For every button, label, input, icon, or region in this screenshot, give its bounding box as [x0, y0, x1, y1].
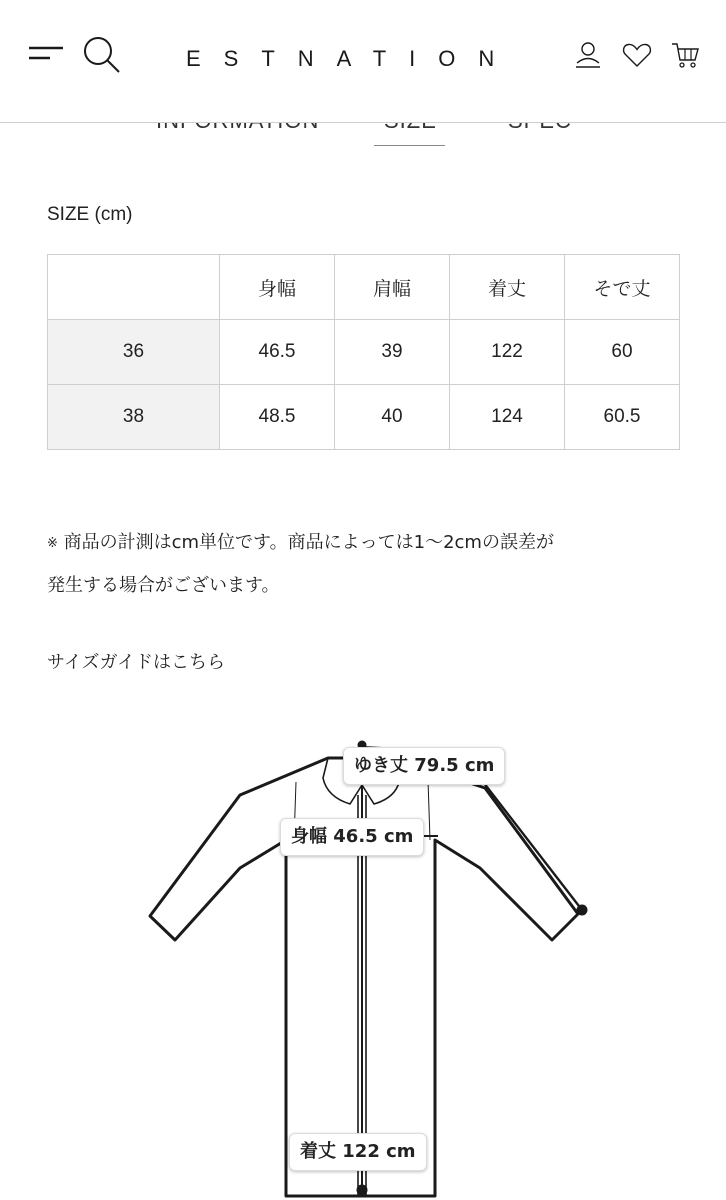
- table-header-cell: そで丈: [565, 255, 680, 320]
- measurement-note: [47, 522, 687, 607]
- note-mark: ※: [47, 536, 58, 551]
- account-icon[interactable]: [573, 40, 603, 70]
- note-line-2: 発生する場合がございます。: [47, 575, 280, 596]
- sleeve-length-label: ゆき丈 79.5 cm: [343, 747, 505, 785]
- table-row: [48, 320, 680, 385]
- size-label-cell: 36: [48, 320, 220, 385]
- note-line-1: 商品の計測はcm単位です。商品によっては1〜2cmの誤差が: [57, 532, 554, 553]
- table-cell: 60: [565, 320, 680, 385]
- size-heading: SIZE (cm): [47, 204, 133, 225]
- table-header-cell: 身幅: [220, 255, 335, 320]
- heart-icon[interactable]: [622, 42, 652, 68]
- menu-icon[interactable]: [28, 42, 64, 66]
- site-header: [0, 0, 726, 123]
- total-length-label: 着丈 122 cm: [289, 1133, 427, 1171]
- table-cell: 46.5: [220, 320, 335, 385]
- size-label-cell: 38: [48, 385, 220, 450]
- table-cell: 124: [450, 385, 565, 450]
- table-cell: 60.5: [565, 385, 680, 450]
- search-icon[interactable]: [82, 35, 122, 75]
- table-header-cell: [48, 255, 220, 320]
- size-guide-link[interactable]: サイズガイドはこちら: [47, 652, 226, 673]
- cart-icon[interactable]: [670, 40, 700, 70]
- table-row: [48, 385, 680, 450]
- table-cell: 40: [335, 385, 450, 450]
- table-header-cell: 着丈: [450, 255, 565, 320]
- table-cell: 39: [335, 320, 450, 385]
- table-cell: 122: [450, 320, 565, 385]
- active-tab-indicator: [374, 145, 445, 146]
- table-header-row: [48, 255, 680, 320]
- garment-diagram: [0, 700, 726, 1200]
- site-logo[interactable]: ESTNATION: [186, 46, 518, 71]
- table-cell: 48.5: [220, 385, 335, 450]
- table-header-cell: 肩幅: [335, 255, 450, 320]
- size-table: [47, 254, 680, 450]
- body-width-label: 身幅 46.5 cm: [280, 818, 424, 856]
